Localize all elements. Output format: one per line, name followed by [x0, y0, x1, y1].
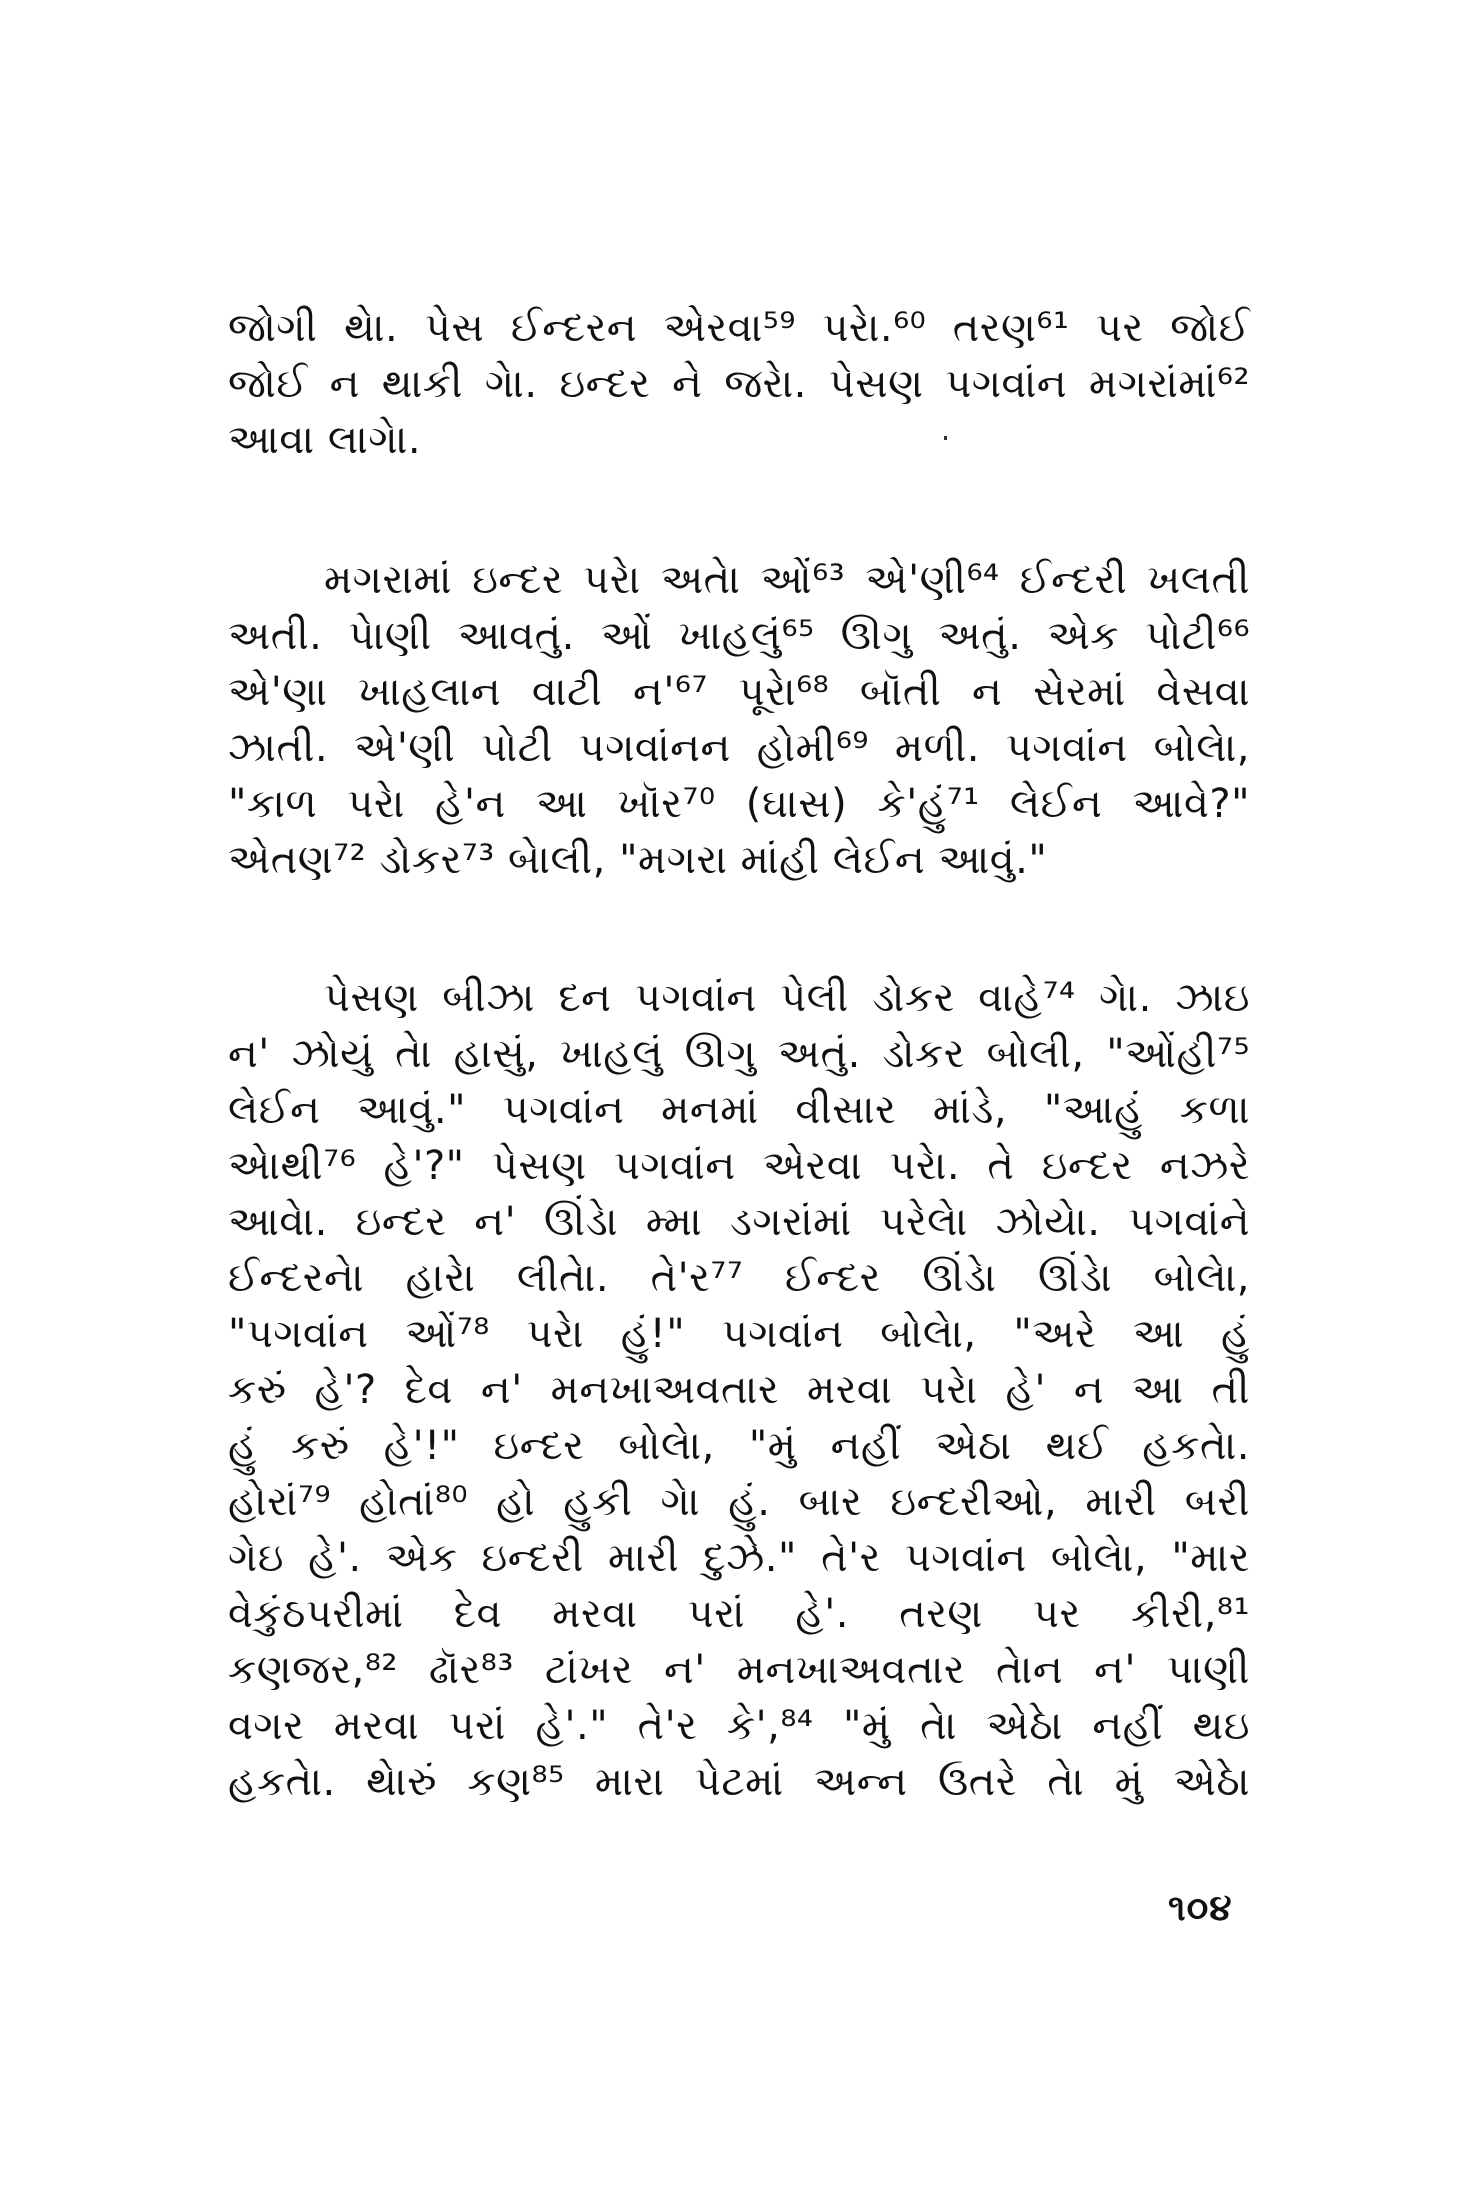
- text-line: આવા લાગેા.: [228, 417, 422, 463]
- text-line: ન' ઝોયું તેા હાસું, ખાહલું ઊગુ અતું. ડોકર બોલી, "ઓંહી⁷⁵: [228, 1031, 1250, 1077]
- text-line: એ'ણા ખાહલાન વાટી ન'⁶⁷ પૂરેા⁶⁸ બૉતી ન સેરમાં વેસવા: [228, 669, 1250, 715]
- text-line: ગેઇ હે'. એક ઇન્દરી મારી દુઝે." તે'ર પગવાંન બોલેા, "માર: [228, 1535, 1250, 1581]
- text-line: વેકુંઠપરીમાં દેવ મરવા પરાં હે'. તરણ પર કીરી,⁸¹: [228, 1591, 1250, 1637]
- text-line: લેઈન આવું." પગવાંન મનમાં વીસાર માંડે, "આહું કળા: [228, 1087, 1250, 1133]
- page-number: ૧૦૪: [1168, 1888, 1233, 1929]
- text-line: આવેા. ઇન્દર ન' ઊંડેા મ્મા ડગરાંમાં પરેલેા ઝોયેા. પગવાંને: [228, 1199, 1250, 1245]
- text-line: હું કરું હે'!" ઇન્દર બોલેા, "મું નહીં એઠા થઈ હકતેા.: [228, 1423, 1250, 1469]
- text-line: "કાળ પરેા હે'ન આ ખૉર⁷⁰ (ઘાસ) કે'હું⁷¹ લેઈન આવે?": [228, 781, 1250, 827]
- text-line: હોરાં⁷⁹ હોતાં⁸⁰ હો હુકી ગેા હું. બાર ઇન્દરીઓ, મારી બરી: [228, 1479, 1250, 1525]
- print-speck: [944, 436, 947, 440]
- paragraph-2: [228, 552, 1250, 888]
- text-line: કરું હે'? દેવ ન' મનખાઅવતાર મરવા પરેા હે' ન આ તી: [228, 1367, 1250, 1413]
- text-line: એાથી⁷⁶ હે'?" પેસણ પગવાંન એરવા પરેા. તે ઇન્દર નઝરે: [228, 1143, 1250, 1189]
- text-line: વગર મરવા પરાં હે'." તે'ર કે',⁸⁴ "મું તેા એઠેા નહીં થઇ: [228, 1703, 1250, 1749]
- text-line: હકતેા. થેારું કણ⁸⁵ મારા પેટમાં અન્ન ઉતરે તેા મું એઠેા: [228, 1759, 1250, 1805]
- text-line: ઈન્દરનેા હારેા લીતેા. તે'ર⁷⁷ ઈન્દર ઊંડેા ઊંડેા બોલેા,: [228, 1255, 1250, 1301]
- text-line: જોઈ ન થાકી ગેા. ઇન્દર ને જરેા. પેસણ પગવાંન મગરાંમાં⁶²: [228, 361, 1250, 407]
- text-line: એતણ⁷² ડોકર⁷³ બેાલી, "મગરા માંહી લેઈન આવું.": [228, 837, 1048, 883]
- paragraph-3: [228, 970, 1250, 1810]
- text-line: મગરામાં ઇન્દર પરેા અતેા ઓં⁶³ એ'ણી⁶⁴ ઈન્દરી ખલતી: [324, 557, 1250, 603]
- text-line: જોગી થેા. પેસ ઈન્દરન એરવા⁵⁹ પરેા.⁶⁰ તરણ⁶¹ પર જોઈ: [228, 305, 1250, 351]
- text-line: પેસણ બીઝા દન પગવાંન પેલી ડોકર વાહે⁷⁴ ગેા. ઝાઇ: [324, 975, 1250, 1021]
- paragraph-1: [228, 300, 1250, 468]
- text-line: ઝાતી. એ'ણી પોટી પગવાંનન હોમી⁶⁹ મળી. પગવાંન બોલેા,: [228, 725, 1250, 771]
- text-line: કણજર,⁸² ઢૉર⁸³ ટાંખર ન' મનખાઅવતાર તેાન ન' પાણી: [228, 1647, 1250, 1693]
- text-line: અતી. પેાણી આવતું. ઓં ખાહલું⁶⁵ ઊગુ અતું. એક પોટી⁶⁶: [228, 613, 1250, 659]
- text-line: "પગવાંન ઓં⁷⁸ પરેા હું!" પગવાંન બોલેા, "અરે આ હું: [228, 1311, 1250, 1357]
